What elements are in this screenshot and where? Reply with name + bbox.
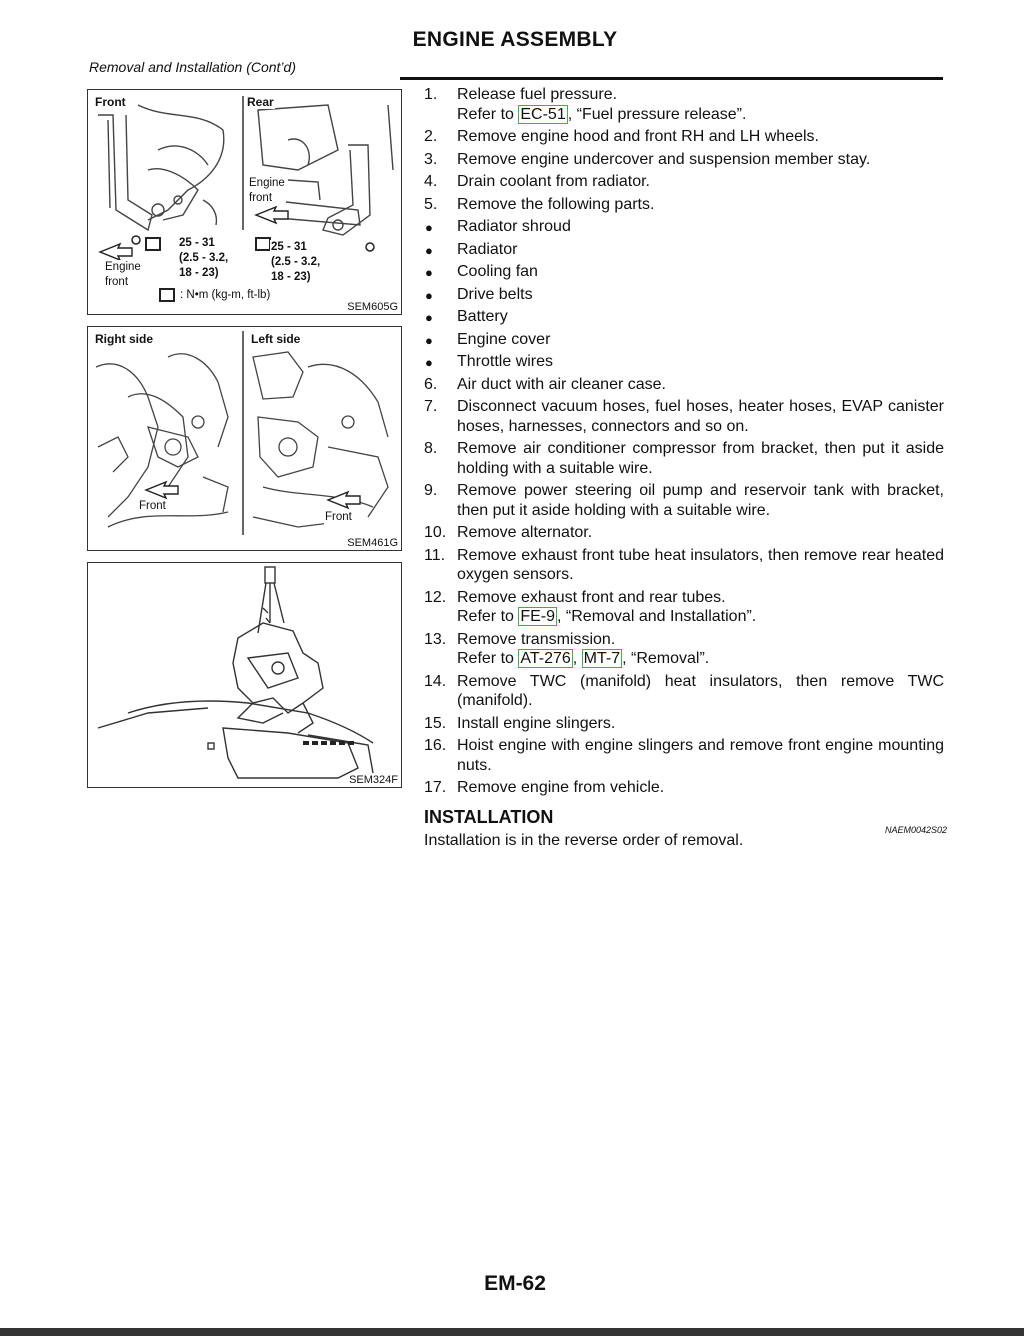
step-number: 12. [424,588,447,606]
step-number: 7. [424,398,438,415]
step-text: Throttle wires [457,353,554,370]
step-text: Remove engine from vehicle. [457,779,665,796]
reference-prefix: Refer to [457,608,519,625]
bullet-marker: ● [425,310,433,325]
step-text: Air duct with air cleaner case. [457,375,666,393]
reference-prefix: Refer to [457,105,519,123]
reference-prefix: Refer to [457,650,519,667]
step-text: Remove exhaust front and rear tubes. [457,588,726,606]
reference-link[interactable]: MT-7 [583,650,621,667]
label-rear: Rear [247,95,274,109]
installation-text: Installation is in the reverse order of removal. [424,832,744,849]
step-number: 10. [424,524,447,541]
figure-code: SEM605G [347,301,398,313]
step-item [424,546,944,585]
step-text: Battery [457,308,508,325]
engine-front-label-right: Engine front [249,177,285,204]
step-number: 3. [424,150,438,168]
engine-sides-illustration [88,327,401,550]
bullet-marker: ● [425,220,433,235]
step-item [424,588,944,627]
step-text: Drain coolant from radiator. [457,173,650,190]
page-number: EM-62 [484,1272,546,1295]
bullet-item [424,330,944,350]
reference-link[interactable]: EC-51 [520,105,566,123]
step-text: Remove power steering oil pump and reservoir tank with bracket, then put it aside holding with a suitable wire. [457,482,944,519]
bullet-item [424,285,944,305]
step-item [424,778,944,798]
step-number: 1. [424,86,438,103]
label-right-side: Right side [95,332,154,346]
step-number: 2. [424,128,438,145]
step-text: Remove engine undercover and suspension member stay. [457,150,871,168]
reference-line [457,105,944,125]
step-number: 5. [424,195,438,213]
step-item [424,195,944,215]
step-item [424,397,944,436]
step-item [424,672,944,711]
reference-link[interactable]: FE-9 [520,608,556,625]
step-number: 17. [424,779,447,796]
installation-heading: INSTALLATION [424,807,554,827]
front-label-right: Front [325,511,352,523]
step-number: 13. [424,630,447,648]
bullet-item [424,307,944,327]
bullet-item [424,352,944,372]
step-number: 4. [424,173,438,190]
step-text: Remove exhaust front tube heat insulators, then remove rear heated oxygen sensors. [457,546,944,583]
front-label-left: Front [139,500,166,512]
step-item [424,85,944,124]
step-text: Remove TWC (manifold) heat insulators, then remove TWC (manifold). [457,672,944,709]
figure-engine-hoist [87,562,402,788]
figure-code: SEM461G [347,537,398,549]
step-text: Disconnect vacuum hoses, fuel hoses, heater hoses, EVAP canister hoses, harnesses, connectors and so on. [457,398,944,435]
bullet-marker: ● [425,242,433,258]
step-number: 8. [424,440,438,457]
step-text: Radiator shroud [457,218,571,235]
step-item [424,127,944,147]
step-text: Drive belts [457,285,533,303]
step-item [424,375,944,395]
step-item [424,481,944,520]
engine-front-label-left: Engine front [105,261,141,288]
label-left-side: Left side [251,332,301,346]
torque-units-legend: : N•m (kg-m, ft-lb) [180,289,271,301]
figure-code: SEM324F [349,774,398,786]
page-title: ENGINE ASSEMBLY [412,28,618,51]
step-item [424,736,944,775]
reference-link[interactable]: AT-276 [520,650,571,667]
bullet-item [424,217,944,237]
step-text: Remove engine hood and front RH and LH wheels. [457,128,819,145]
figure-engine-mount-sides [87,326,402,551]
bullet-item [424,240,944,260]
step-item [424,630,944,669]
step-item [424,523,944,543]
torque-spec-left: 25 - 31 (2.5 - 3.2, 18 - 23) [179,237,229,279]
step-text: Engine cover [457,330,551,348]
step-text: Release fuel pressure. [457,86,618,103]
step-text: Cooling fan [457,263,538,280]
figure-engine-mount-front-rear [87,89,402,315]
step-number: 16. [424,737,447,754]
reference-suffix: , “Fuel pressure release”. [567,105,747,123]
torque-spec-right: 25 - 31 (2.5 - 3.2, 18 - 23) [271,241,321,283]
step-item [424,439,944,478]
step-item [424,172,944,192]
section-subtitle: Removal and Installation (Cont’d) [89,59,296,75]
step-text: Install engine slingers. [457,714,616,732]
bullet-marker: ● [425,355,433,370]
step-text: Hoist engine with engine slingers and remove front engine mounting nuts. [457,737,944,774]
reference-separator: , [572,650,582,667]
step-number: 9. [424,482,438,499]
reference-suffix: , “Removal and Installation”. [557,608,757,625]
step-item [424,714,944,734]
step-text: Radiator [457,240,518,258]
reference-line [457,607,944,627]
bullet-marker: ● [425,332,433,348]
bullet-marker: ● [425,265,433,280]
removal-steps-list [424,85,944,801]
header-rule [400,77,943,80]
bottom-bar [0,1328,1024,1336]
label-front: Front [95,95,126,109]
step-text: Remove air conditioner compressor from bracket, then put it aside holding with a suitable wire. [457,440,944,477]
step-text: Remove the following parts. [457,195,655,213]
reference-line [457,649,944,669]
step-number: 6. [424,375,438,393]
installation-code: NAEM0042S02 [885,825,948,835]
step-number: 14. [424,672,447,690]
step-number: 15. [424,714,447,732]
step-text: Remove alternator. [457,524,593,541]
bullet-item [424,262,944,282]
reference-suffix: , “Removal”. [622,650,710,667]
bullet-marker: ● [425,287,433,303]
step-number: 11. [424,546,446,564]
step-item [424,150,944,170]
step-text: Remove transmission. [457,630,616,648]
engine-hoist-illustration [88,563,401,787]
